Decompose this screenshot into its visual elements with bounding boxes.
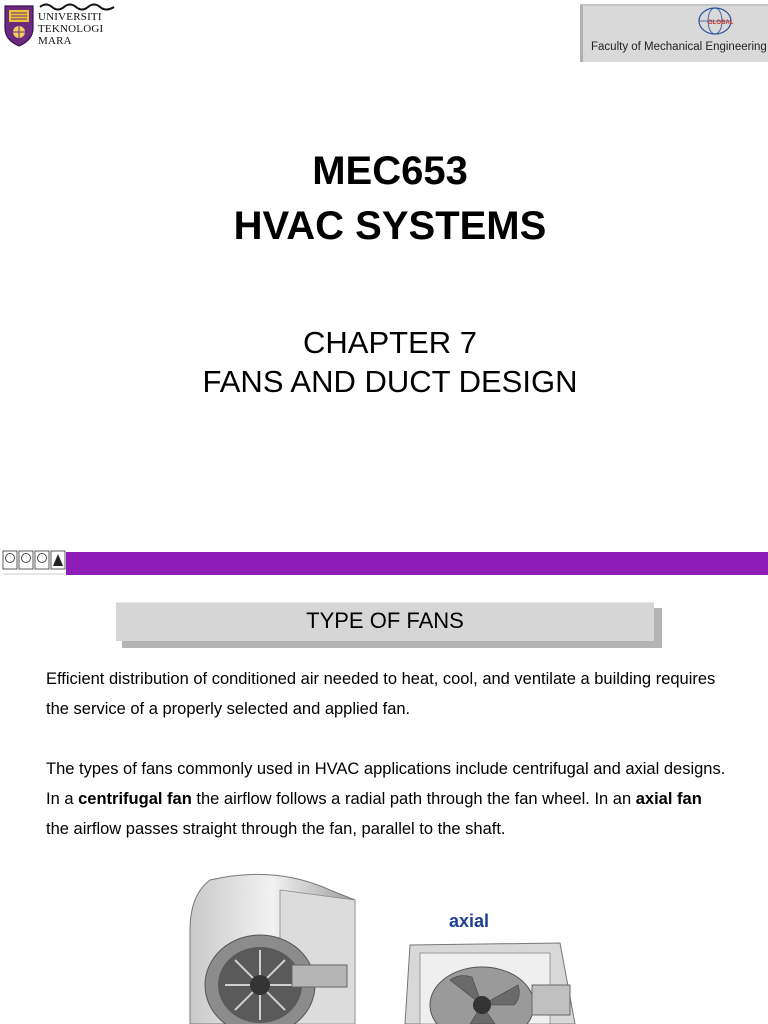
certification-logos-icon — [2, 549, 66, 579]
course-code: MEC653 — [312, 149, 468, 193]
centrifugal-fan-term: centrifugal fan — [78, 790, 192, 808]
chapter-number: CHAPTER 7 — [303, 325, 477, 360]
uitm-name-line-3: MARA — [38, 35, 72, 47]
faculty-name: Faculty of Mechanical Engineering — [591, 41, 767, 53]
para2-text-2: the airflow follows a radial path through the fan wheel. In an — [191, 790, 636, 808]
paragraph-intro: Efficient distribution of conditioned air needed to heat, cool, and ventilate a building requires the service of a properly selected and applied fan. — [46, 670, 716, 718]
uitm-name-line-2: TEKNOLOGI — [38, 23, 104, 35]
uitm-crest-icon — [2, 2, 36, 48]
faculty-logo — [580, 4, 768, 62]
axial-label: axial — [449, 911, 490, 931]
para2-text-3: the airflow passes straight through the fan, parallel to the shaft. — [46, 820, 506, 838]
axial-fan-image — [400, 905, 580, 1024]
uitm-logo — [0, 0, 130, 52]
globe-icon — [695, 6, 735, 36]
para2-text-1: The types of fans commonly used in HVAC applications include centrifugal and axial designs. In a — [46, 760, 726, 808]
axial-fan-term: axial fan — [635, 790, 702, 808]
paragraph-fan-types — [46, 754, 726, 844]
centrifugal-fan-image — [180, 870, 370, 1024]
course-name: HVAC SYSTEMS — [233, 204, 547, 248]
chapter-title: FANS AND DUCT DESIGN — [202, 364, 578, 399]
section-heading: TYPE OF FANS — [306, 608, 464, 633]
faculty-logo-mark: GLOBAL — [708, 20, 734, 26]
uitm-name-line-1: UNIVERSITI — [38, 11, 102, 23]
purple-divider-band — [66, 552, 768, 575]
